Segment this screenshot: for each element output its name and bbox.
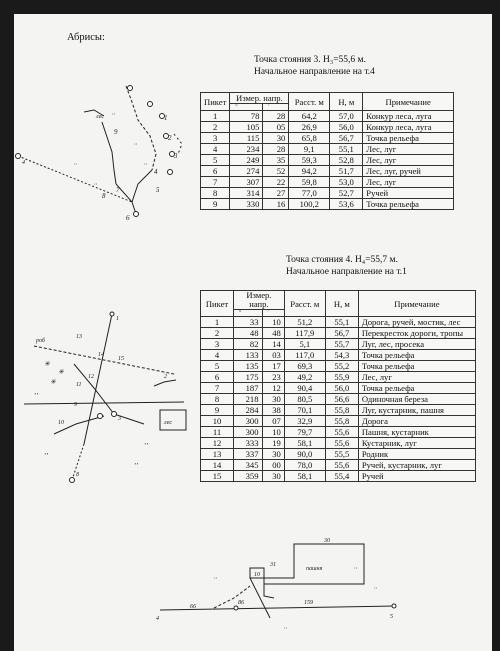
- degrees-cell: 135: [234, 361, 263, 372]
- sketch3-label-4: 4: [156, 616, 159, 622]
- sketch2-forest-label: лес: [164, 420, 173, 426]
- minutes-cell: 22: [263, 177, 289, 188]
- sketch2-label-10: 10: [58, 420, 64, 426]
- note-cell: Ручей, кустарник, луг: [358, 460, 475, 471]
- table-row: [201, 394, 476, 405]
- minutes-cell: 03: [262, 350, 284, 361]
- sketch3-label-31: 31: [270, 562, 276, 568]
- station4-table: Пикет Измер. напр. Расст. м H, м Примечание ° ' 1 33 10 51,2 55,1 Дорога, ручей, мостик, лес 2 48 48 117,9 56,7 Перекресток дороги, тропы 3 82 14 5,1 55,7 Луг, лес, просека 4 133 03 117,0 54,3 Точка рельефа 5 135 17 69,3 55,2 Точка рельефа 6 175 23 49,2 55,9 Лес, луг 7 187 12 90,4 56,0 Точка рельефа 8 218 30 80,5 56,6 Одиночная береза 9 284 38 70,1 55,8 Луг, кустарник, пашня 10 300 07 32,9 55,8 Дорога 11 300 10 79,7 55,6 Пашня, кустарник 12 333 19 58,1 55,6 Кустарник, луг 13 337 30 90,0 55,5 Родник 14 345 00 78,0 55,6 Ручей, кустарник, луг 15 359 30 58,1 55,4 Ручей: [200, 290, 476, 482]
- picket-cell: 15: [201, 471, 234, 482]
- table-row: [201, 438, 476, 449]
- height-cell: 52,7: [330, 188, 363, 199]
- minutes-cell: 07: [262, 416, 284, 427]
- picket-cell: 8: [201, 394, 234, 405]
- picket-cell: 2: [201, 122, 230, 133]
- minutes-cell: 30: [262, 449, 284, 460]
- note-cell: Ручей: [358, 471, 475, 482]
- table-row: [201, 111, 454, 122]
- table-row: [201, 383, 476, 394]
- sketch2-label-2: 2: [164, 374, 167, 380]
- degrees-cell: 300: [234, 427, 263, 438]
- note-cell: Дорога: [358, 416, 475, 427]
- sketch1-label-9: 9: [114, 128, 118, 136]
- distance-cell: 78,0: [284, 460, 325, 471]
- degrees-cell: 307: [230, 177, 263, 188]
- note-cell: Точка рельефа: [358, 350, 475, 361]
- sketch2-label-8: 8: [76, 472, 79, 478]
- table-row: [201, 460, 476, 471]
- picket-cell: 1: [201, 111, 230, 122]
- distance-cell: 69,3: [284, 361, 325, 372]
- minutes-cell: 17: [262, 361, 284, 372]
- picket-cell: 8: [201, 188, 230, 199]
- note-cell: Дорога, ручей, мостик, лес: [358, 317, 475, 328]
- note-cell: Конкур леса, луга: [363, 122, 454, 133]
- svg-text:‚‚: ‚‚: [374, 585, 378, 590]
- sketch1-label-2: 2: [168, 134, 172, 142]
- note-cell: Лес, луг: [363, 155, 454, 166]
- height-cell: 54,3: [325, 350, 358, 361]
- page-title: Абрисы:: [67, 32, 105, 43]
- sketch2-label-12: 12: [88, 374, 94, 380]
- sketch3-label-66: 66: [190, 604, 196, 610]
- picket-cell: 6: [201, 372, 234, 383]
- picket-cell: 9: [201, 405, 234, 416]
- height-cell: 55,1: [325, 317, 358, 328]
- distance-cell: 77,0: [289, 188, 330, 199]
- table-row: [201, 471, 476, 482]
- height-cell: 53,0: [330, 177, 363, 188]
- degrees-cell: 333: [234, 438, 263, 449]
- minutes-cell: 27: [263, 188, 289, 199]
- picket-cell: 5: [201, 361, 234, 372]
- picket-cell: 2: [201, 328, 234, 339]
- sketch-station3: [14, 74, 199, 234]
- distance-cell: 5,1: [284, 339, 325, 350]
- table-row: [201, 166, 454, 177]
- picket-cell: 4: [201, 144, 230, 155]
- distance-cell: 90,0: [284, 449, 325, 460]
- picket-cell: 12: [201, 438, 234, 449]
- table-row: [201, 199, 454, 210]
- sketch2-label-11: 11: [76, 382, 82, 388]
- sketch2-label-13: 13: [76, 334, 82, 340]
- height-cell: 52,8: [330, 155, 363, 166]
- station3-header-note: Примечание: [363, 93, 454, 111]
- sketch1-label-1: 1: [164, 114, 168, 122]
- minutes-cell: 28: [263, 144, 289, 155]
- svg-text:‚‚: ‚‚: [354, 565, 358, 570]
- degrees-cell: 284: [234, 405, 263, 416]
- note-cell: Луг, кустарник, пашня: [358, 405, 475, 416]
- height-cell: 55,5: [325, 449, 358, 460]
- degrees-cell: 115: [230, 133, 263, 144]
- station3-header-dir: Измер. напр.: [230, 93, 289, 104]
- table-row: [201, 350, 476, 361]
- svg-text:‚‚: ‚‚: [284, 625, 288, 630]
- picket-cell: 6: [201, 166, 230, 177]
- picket-cell: 14: [201, 460, 234, 471]
- distance-cell: 94,2: [289, 166, 330, 177]
- degrees-cell: 249: [230, 155, 263, 166]
- table-row: [201, 177, 454, 188]
- station3-heading-line1: Точка стояния 3. H₃=55,6 м.: [254, 55, 366, 65]
- svg-text:‚‚: ‚‚: [74, 161, 78, 166]
- table-row: [201, 317, 476, 328]
- minutes-cell: 52: [263, 166, 289, 177]
- minutes-cell: 00: [262, 460, 284, 471]
- minutes-cell: 48: [262, 328, 284, 339]
- minutes-cell: 10: [262, 317, 284, 328]
- note-cell: Кустарник, луг: [358, 438, 475, 449]
- sketch2-road-label: роб: [36, 338, 45, 344]
- sketch1-label-6: 6: [126, 214, 130, 222]
- distance-cell: 58,1: [284, 438, 325, 449]
- height-cell: 56,6: [325, 394, 358, 405]
- distance-cell: 49,2: [284, 372, 325, 383]
- station4-heading: [286, 254, 407, 278]
- height-cell: 55,7: [325, 339, 358, 350]
- note-cell: Точка рельефа: [363, 199, 454, 210]
- height-cell: 51,7: [330, 166, 363, 177]
- height-cell: 55,4: [325, 471, 358, 482]
- note-cell: Лес, луг: [363, 177, 454, 188]
- sketch3-label-5: 5: [390, 614, 393, 620]
- note-cell: Родник: [358, 449, 475, 460]
- svg-text:‚‚: ‚‚: [112, 111, 116, 116]
- table-row: [201, 328, 476, 339]
- svg-text:✳: ✳: [44, 360, 50, 368]
- minutes-cell: 05: [263, 122, 289, 133]
- svg-text:✳: ✳: [58, 368, 64, 376]
- note-cell: Точка рельефа: [358, 361, 475, 372]
- distance-cell: 59,3: [289, 155, 330, 166]
- minutes-cell: 30: [262, 471, 284, 482]
- distance-cell: 79,7: [284, 427, 325, 438]
- height-cell: 57,0: [330, 111, 363, 122]
- table-row: [201, 122, 454, 133]
- note-cell: Точка рельефа: [358, 383, 475, 394]
- distance-cell: 70,1: [284, 405, 325, 416]
- station4-header-picket: Пикет: [201, 291, 234, 317]
- distance-cell: 26,9: [289, 122, 330, 133]
- table-row: [201, 339, 476, 350]
- height-cell: 55,2: [325, 361, 358, 372]
- svg-text:‚‚: ‚‚: [34, 388, 39, 396]
- note-cell: Точка рельефа: [363, 133, 454, 144]
- picket-cell: 4: [201, 350, 234, 361]
- note-cell: Перекресток дороги, тропы: [358, 328, 475, 339]
- height-cell: 55,6: [325, 438, 358, 449]
- height-cell: 56,0: [325, 383, 358, 394]
- sketch2-label-3: 3: [118, 416, 121, 422]
- sketch1-label-4: 4: [22, 160, 25, 166]
- distance-cell: 58,1: [284, 471, 325, 482]
- table-row: [201, 155, 454, 166]
- degrees-cell: 105: [230, 122, 263, 133]
- svg-text:‚‚: ‚‚: [44, 448, 49, 456]
- picket-cell: 5: [201, 155, 230, 166]
- degrees-cell: 133: [234, 350, 263, 361]
- degrees-cell: 48: [234, 328, 263, 339]
- distance-cell: 80,5: [284, 394, 325, 405]
- station3-heading: [254, 54, 375, 78]
- sketch2-label-14: 14: [98, 352, 104, 358]
- picket-cell: 13: [201, 449, 234, 460]
- degrees-cell: 345: [234, 460, 263, 471]
- sketch1-label-5: 5: [156, 186, 160, 194]
- height-cell: 53,6: [330, 199, 363, 210]
- sketch1-label-7: 7: [116, 186, 120, 194]
- minutes-cell: 16: [263, 199, 289, 210]
- sketch2-label-15: 15: [118, 356, 124, 362]
- picket-cell: 11: [201, 427, 234, 438]
- note-cell: Лес, луг: [363, 144, 454, 155]
- sketch-station4: [14, 304, 199, 494]
- note-cell: Одиночная береза: [358, 394, 475, 405]
- minutes-cell: 30: [262, 394, 284, 405]
- degrees-cell: 314: [230, 188, 263, 199]
- minutes-cell: 35: [263, 155, 289, 166]
- sketch3-field-label: пашня: [306, 566, 323, 572]
- svg-text:‚‚: ‚‚: [134, 458, 139, 466]
- sketch2-label-9: 9: [74, 402, 77, 408]
- station4-header-dir: Измер. напр.: [234, 291, 285, 310]
- note-cell: Лес, луг: [358, 372, 475, 383]
- degrees-cell: 218: [234, 394, 263, 405]
- height-cell: 56,7: [330, 133, 363, 144]
- sketch3-label-10: 10: [254, 572, 260, 578]
- distance-cell: 90,4: [284, 383, 325, 394]
- minutes-cell: 23: [262, 372, 284, 383]
- height-cell: 55,1: [330, 144, 363, 155]
- station3-header-picket: Пикет: [201, 93, 230, 111]
- svg-text:‚‚: ‚‚: [144, 161, 148, 166]
- minutes-cell: 12: [262, 383, 284, 394]
- degrees-cell: 274: [230, 166, 263, 177]
- table-row: [201, 361, 476, 372]
- sketch1-forest-label: лес: [96, 114, 105, 120]
- note-cell: Лес, луг, ручей: [363, 166, 454, 177]
- picket-cell: 7: [201, 383, 234, 394]
- degrees-cell: 187: [234, 383, 263, 394]
- degrees-cell: 33: [234, 317, 263, 328]
- height-cell: 55,8: [325, 405, 358, 416]
- minutes-cell: 14: [262, 339, 284, 350]
- minutes-cell: 19: [262, 438, 284, 449]
- height-cell: 56,7: [325, 328, 358, 339]
- minutes-cell: 38: [262, 405, 284, 416]
- table-row: [201, 144, 454, 155]
- table-row: [201, 372, 476, 383]
- station3-heading-line2: Начальное направление на т.4: [254, 67, 375, 77]
- height-cell: 55,8: [325, 416, 358, 427]
- degrees-cell: 330: [230, 199, 263, 210]
- svg-text:✳: ✳: [50, 378, 56, 386]
- degrees-cell: 234: [230, 144, 263, 155]
- picket-cell: 1: [201, 317, 234, 328]
- degrees-cell: 82: [234, 339, 263, 350]
- table-row: [201, 416, 476, 427]
- distance-cell: 117,0: [284, 350, 325, 361]
- station3-header-h: H, м: [330, 93, 363, 111]
- minutes-cell: 28: [263, 111, 289, 122]
- table-row: [201, 427, 476, 438]
- note-cell: Пашня, кустарник: [358, 427, 475, 438]
- degrees-cell: 337: [234, 449, 263, 460]
- picket-cell: 10: [201, 416, 234, 427]
- sketch3-label-159: 159: [304, 600, 313, 606]
- height-cell: 55,6: [325, 460, 358, 471]
- sketch-field: [154, 538, 404, 648]
- svg-text:‚‚: ‚‚: [94, 181, 98, 186]
- table-row: [201, 188, 454, 199]
- degrees-cell: 359: [234, 471, 263, 482]
- distance-cell: 9,1: [289, 144, 330, 155]
- station4-header-h: H, м: [325, 291, 358, 317]
- station4-heading-line2: Начальное направление на т.1: [286, 267, 407, 277]
- sketch1-label-4b: 4: [154, 168, 158, 176]
- picket-cell: 3: [201, 339, 234, 350]
- sketch1-label-3: 3: [174, 152, 178, 160]
- sketch3-label-86: 86: [238, 600, 244, 606]
- height-cell: 55,6: [325, 427, 358, 438]
- picket-cell: 3: [201, 133, 230, 144]
- degrees-cell: 78: [230, 111, 263, 122]
- table-row: [201, 449, 476, 460]
- height-cell: 56,0: [330, 122, 363, 133]
- distance-cell: 32,9: [284, 416, 325, 427]
- table-row: [201, 133, 454, 144]
- sketch3-label-30: 30: [324, 538, 330, 544]
- minutes-cell: 30: [263, 133, 289, 144]
- picket-cell: 7: [201, 177, 230, 188]
- svg-text:‚‚: ‚‚: [134, 141, 138, 146]
- note-cell: Ручей: [363, 188, 454, 199]
- distance-cell: 100,2: [289, 199, 330, 210]
- sketch2-label-1: 1: [116, 316, 119, 322]
- note-cell: Луг, лес, просека: [358, 339, 475, 350]
- station3-header-dist: Расст. м: [289, 93, 330, 111]
- svg-text:‚‚: ‚‚: [214, 575, 218, 580]
- abris-sheet: [14, 14, 492, 651]
- station4-header-dist: Расст. м: [284, 291, 325, 317]
- station4-heading-line1: Точка стояния 4. H₄=55,7 м.: [286, 255, 398, 265]
- sketch1-label-8: 8: [102, 192, 106, 200]
- station4-header-note: Примечание: [358, 291, 475, 317]
- distance-cell: 51,2: [284, 317, 325, 328]
- degrees-cell: 300: [234, 416, 263, 427]
- table-row: [201, 405, 476, 416]
- height-cell: 55,9: [325, 372, 358, 383]
- station3-table: Пикет Измер. напр. Расст. м H, м Примечание ° ' 1 78 28 64,2 57,0 Конкур леса, луга 2 105 05 26,9 56,0 Конкур леса, луга 3 115 30 65,8 56,7 Точка рельефа 4 234 28 9,1 55,1 Лес, луг 5 249 35 59,3 52,8 Лес, луг 6 274 52 94,2 51,7 Лес, луг, ручей 7 307 22 59,8 53,0 Лес, луг 8 314 27 77,0 52,7 Ручей 9 330 16 100,2 53,6 Точка рельефа: [200, 92, 454, 210]
- degrees-cell: 175: [234, 372, 263, 383]
- svg-text:‚‚: ‚‚: [144, 438, 149, 446]
- note-cell: Конкур леса, луга: [363, 111, 454, 122]
- distance-cell: 117,9: [284, 328, 325, 339]
- minutes-cell: 10: [262, 427, 284, 438]
- distance-cell: 64,2: [289, 111, 330, 122]
- distance-cell: 65,8: [289, 133, 330, 144]
- picket-cell: 9: [201, 199, 230, 210]
- distance-cell: 59,8: [289, 177, 330, 188]
